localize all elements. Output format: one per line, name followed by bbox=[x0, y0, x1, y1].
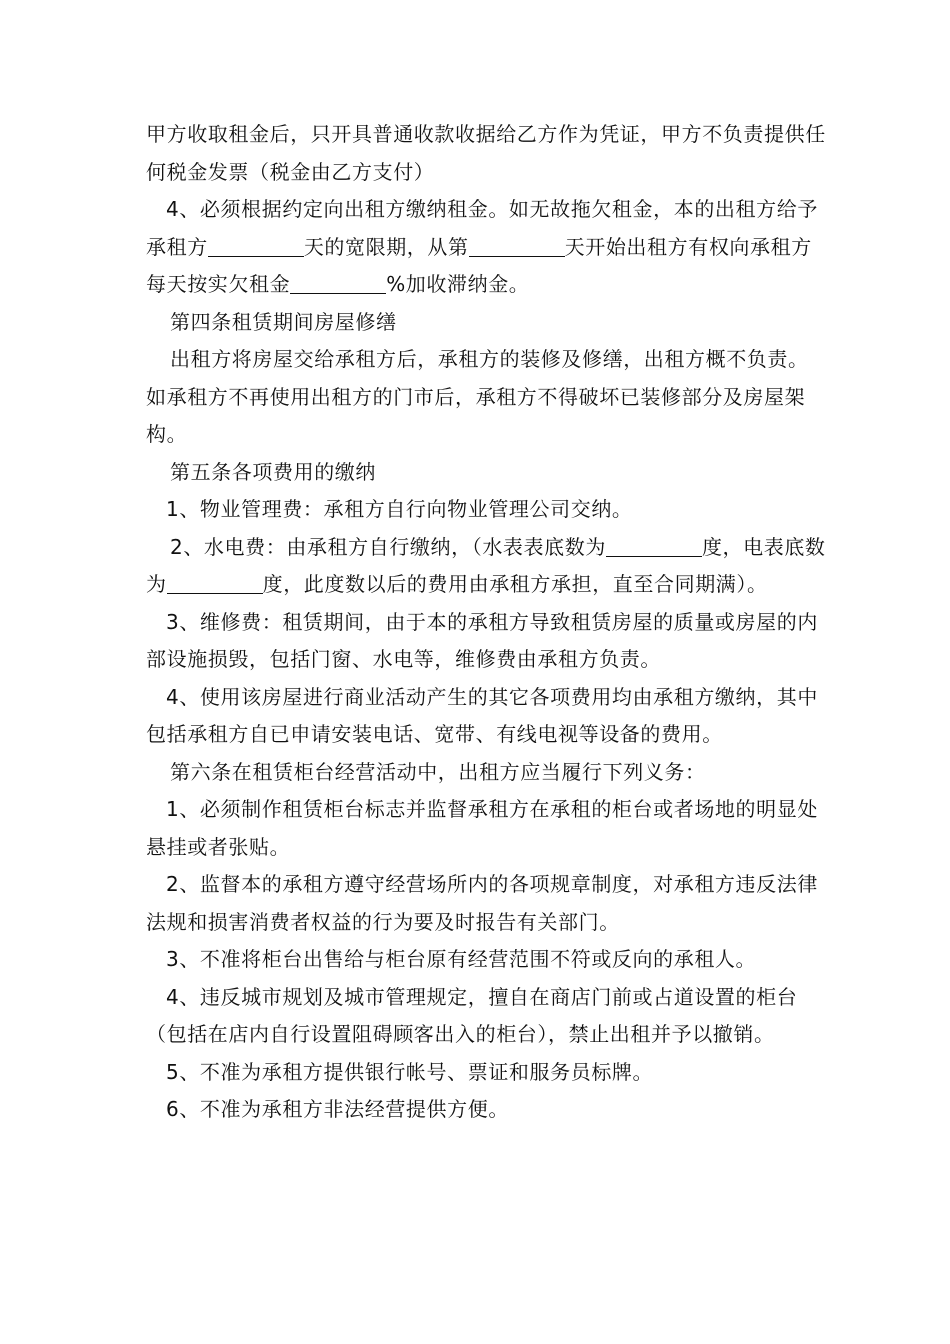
paragraph bbox=[146, 941, 826, 979]
document-body bbox=[146, 116, 826, 1129]
paragraph-text: 4、违反城市规划及城市管理规定，擅自在商店门前或占道设置的柜台（包括在店内自行设置阻碍顾客出入的柜台），禁止出租并予以撤销。 bbox=[146, 984, 798, 1046]
paragraph-text: 甲方收取租金后，只开具普通收款收据给乙方作为凭证，甲方不负责提供任何税金发票（税金由乙方支付） bbox=[146, 122, 826, 184]
paragraph-text: 1、必须制作租赁柜台标志并监督承租方在承租的柜台或者场地的明显处悬挂或者张贴。 bbox=[146, 797, 818, 859]
paragraph-text: 2、水电费：由承租方自行缴纳，（水表表底数为 bbox=[170, 534, 606, 559]
paragraph bbox=[146, 491, 826, 529]
paragraph-text: 5、不准为承租方提供银行帐号、票证和服务员标牌。 bbox=[166, 1059, 654, 1084]
paragraph bbox=[146, 1054, 826, 1092]
paragraph-text: 第六条在租赁柜台经营活动中，出租方应当履行下列义务： bbox=[170, 759, 706, 784]
fill-in-blank bbox=[290, 269, 386, 294]
paragraph bbox=[146, 454, 826, 492]
fill-in-blank bbox=[208, 232, 304, 257]
paragraph bbox=[146, 116, 826, 191]
paragraph-text: 天的宽限期，从第 bbox=[303, 234, 469, 259]
paragraph-text: 度，此度数以后的费用由承租方承担，直至合同期满）。 bbox=[262, 572, 768, 596]
paragraph-text: 3、不准将柜台出售给与柜台原有经营范围不符或反向的承租人。 bbox=[166, 947, 757, 971]
paragraph-text: 出租方将房屋交给承租方后，承租方的装修及修缮，出租方概不负责。如承租方不再使用出租方的门市后，承租方不得破坏已装修部分及房屋架构。 bbox=[146, 347, 809, 446]
paragraph-text: 第四条租赁期间房屋修缮 bbox=[170, 309, 397, 334]
paragraph bbox=[146, 679, 826, 754]
paragraph-text: 度，电表底数为 bbox=[146, 534, 826, 596]
paragraph bbox=[146, 191, 826, 304]
paragraph bbox=[146, 604, 826, 679]
paragraph bbox=[146, 304, 826, 342]
paragraph-text: 6、不准为承租方非法经营提供方便。 bbox=[166, 1097, 509, 1121]
paragraph bbox=[146, 341, 826, 454]
paragraph-text: 1、物业管理费：承租方自行向物业管理公司交纳。 bbox=[166, 497, 633, 521]
fill-in-blank bbox=[606, 532, 702, 557]
paragraph bbox=[146, 866, 826, 941]
paragraph bbox=[146, 979, 826, 1054]
paragraph-text: 3、维修费：租赁期间，由于本的承租方导致租赁房屋的质量或房屋的内部设施损毁，包括门窗、水电等，维修费由承租方负责。 bbox=[146, 609, 818, 671]
paragraph bbox=[146, 754, 826, 792]
paragraph-text: 4、必须根据约定向出租方缴纳租金。如无故拖欠租金，本的出租方给予承租方 bbox=[146, 197, 818, 259]
paragraph bbox=[146, 791, 826, 866]
paragraph bbox=[146, 529, 826, 604]
paragraph-text: 第五条各项费用的缴纳 bbox=[170, 459, 376, 484]
paragraph bbox=[146, 1091, 826, 1129]
paragraph-text: 2、监督本的承租方遵守经营场所内的各项规章制度，对承租方违反法律法规和损害消费者权益的行为要及时报告有关部门。 bbox=[146, 872, 818, 934]
fill-in-blank bbox=[167, 569, 263, 594]
paragraph-text: 天开始出租方有权向承租方每天按实欠租金 bbox=[146, 234, 812, 296]
paragraph-text: 4、使用该房屋进行商业活动产生的其它各项费用均由承租方缴纳，其中包括承租方自已申请安装电话、宽带、有线电视等设备的费用。 bbox=[146, 684, 818, 746]
paragraph-text: %加收滞纳金。 bbox=[386, 272, 530, 296]
fill-in-blank bbox=[469, 232, 565, 257]
